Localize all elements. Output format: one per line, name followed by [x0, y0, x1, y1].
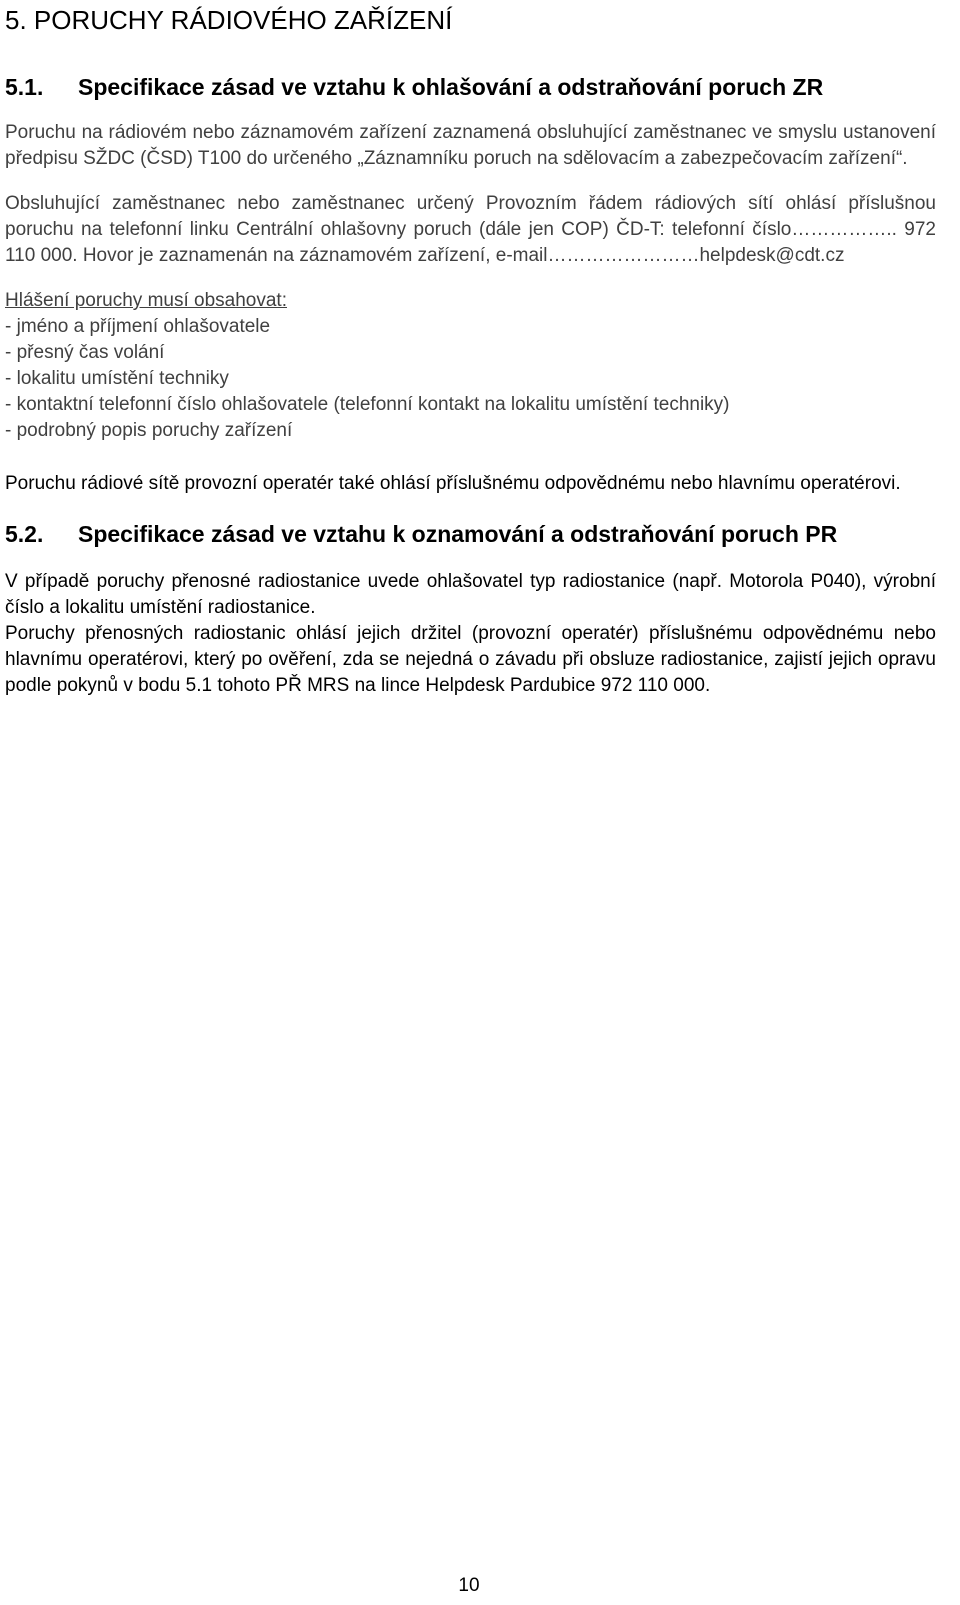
chapter-title: 5. PORUCHY RÁDIOVÉHO ZAŘÍZENÍ	[5, 5, 453, 35]
section-5-1-title: Specifikace zásad ve vztahu k ohlašování a odstraňování poruch ZR	[78, 74, 824, 100]
report-item: - jméno a příjmení ohlašovatele	[5, 316, 271, 337]
section-5-1-number: 5.1.	[5, 74, 44, 100]
report-item: - lokalitu umístění techniky	[5, 368, 229, 389]
section-5-2-paragraph-2: Poruchy přenosných radiostanic ohlásí jejich držitel (provozní operatér) příslušnému odpovědnému nebo hlavnímu operatérovi, který po ověření, zda se nejedná o závadu při obsluze radiostanice, zajistí jejich opravu podle pokynů v bodu 5.1 tohoto PŘ MRS na lince Helpdesk Pardubice 972 110 000.	[5, 623, 936, 696]
report-requirements	[5, 288, 936, 444]
section-5-2-paragraph-1: V případě poruchy přenosné radiostanice uvede ohlašovatel typ radiostanice (např. Motorola P040), výrobní číslo a lokalitu umístění radiostanice.	[5, 571, 936, 618]
section-5-2-number: 5.2.	[5, 521, 44, 547]
report-item: - podrobný popis poruchy zařízení	[5, 420, 293, 441]
section-5-1-paragraph-1: Poruchu na rádiovém nebo záznamovém zařízení zaznamená obsluhující zaměstnanec ve smyslu ustanovení předpisu SŽDC (ČSD) T100 do určeného „Záznamníku poruch na sdělovacím a zabezpečovacím zařízení“.	[5, 122, 936, 169]
section-5-2-heading	[5, 519, 936, 549]
section-5-1-paragraph-3: Poruchu rádiové sítě provozní operatér také ohlásí příslušnému odpovědnému nebo hlavnímu operatérovi.	[5, 473, 901, 494]
section-5-1-heading	[5, 72, 936, 102]
section-5-1-paragraph-2: Obsluhující zaměstnanec nebo zaměstnanec určený Provozním řádem rádiových sítí ohlásí příslušnou poruchu na telefonní linku Centrální ohlašovny poruch (dále jen COP) ČD-T: telefonní číslo…………….. 972 110 000. Hovor je zaznamenán na záznamovém zařízení, e-mail……………………helpdesk@cdt.cz	[5, 193, 936, 266]
page-number: 10	[458, 1575, 480, 1596]
document-page	[5, 0, 936, 699]
section-5-2-title: Specifikace zásad ve vztahu k oznamování a odstraňování poruch PR	[78, 521, 838, 547]
report-item: - kontaktní telefonní číslo ohlašovatele (telefonní kontakt na lokalitu umístění techniky)	[5, 394, 730, 415]
report-requirements-heading: Hlášení poruchy musí obsahovat:	[5, 290, 287, 311]
report-item: - přesný čas volání	[5, 342, 165, 363]
